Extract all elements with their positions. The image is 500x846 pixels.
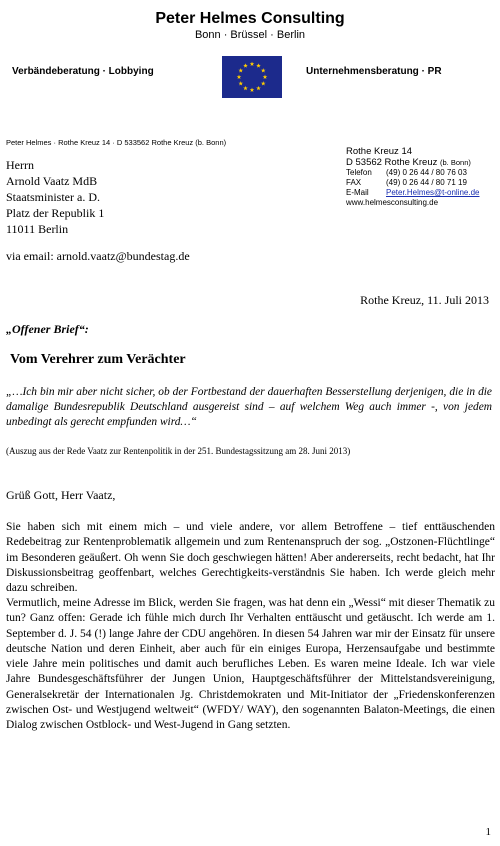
greeting: Grüß Gott, Herr Vaatz, bbox=[6, 488, 116, 502]
contact-city: D 53562 Rothe Kreuz bbox=[346, 157, 438, 168]
fax-label: FAX bbox=[346, 178, 362, 187]
tagline-right: Unternehmensberatung · PR bbox=[306, 66, 442, 77]
contact-city-line bbox=[346, 157, 480, 168]
contact-email-line bbox=[346, 188, 480, 198]
fax-value: (49) 0 26 44 / 80 71 19 bbox=[386, 178, 467, 187]
letter-title: Vom Verehrer zum Verächter bbox=[10, 352, 186, 367]
company-cities: Bonn · Brüssel · Berlin bbox=[194, 29, 306, 41]
contact-street: Rothe Kreuz 14 bbox=[346, 146, 413, 157]
page-number: 1 bbox=[485, 826, 491, 838]
recipient-street: Platz der Republik 1 bbox=[6, 206, 105, 220]
paragraph-2: Vermutlich, meine Adresse im Blick, werden Sie fragen, was hat denn ein „Wessi“ mit dieser Thematik zu tun? Ganz offen: Gerade ich fühle mich durch Ihr Verhalten enttäuscht und getäuscht. Ich werde am 1. September d. J. 54 (!) lange Jahre der CDU angehören. In diesen 54 Jahren war mir der Einsatz für unsere deutsche Nation und deren Einheit, aber auch für ein einiges Europa, Herzensaufgabe und bestimmte viele Jahre mein politisches und damit auch berufliches Leben. Es waren meine Ideale. Ich war viele Jahre Bundesgeschäftsführer der Jungen Union, Hauptgeschäftsführer der Mittelstandsvereinigung, Generalsekretär der Internationalen Jg. Christdemokraten und Mit-Initiator der „Friedenskonferenzen zwischen Ost- und Westjugend weltweit“ (WFDY/ WAY), den sogenannten Balaton-Meetings, die einen Dialog zwischen Ostblock- und West-Jugend in Gang setzten. bbox=[6, 597, 495, 732]
contact-fax-line bbox=[346, 178, 480, 188]
sender-address-line: Peter Helmes · Rothe Kreuz 14 · D 533562 Rothe Kreuz (b. Bonn) bbox=[6, 138, 227, 147]
letter-date: Rothe Kreuz, 11. Juli 2013 bbox=[360, 293, 489, 307]
quote-text: „…Ich bin mir aber nicht sicher, ob der Fortbestand der dauerhaften Besserstellung derjenigen, die in die damalige Bundesrepublik Deutschland ausgereist sind – auf welchem Weg auch immer -, von jedem unbedingt als gerecht empfunden wird…“ bbox=[6, 386, 492, 428]
recipient-title: Staatsminister a. D. bbox=[6, 190, 100, 204]
quote-source: (Auszug aus der Rede Vaatz zur Rentenpolitik in der 251. Bundestagssitzung am 28. Juni 2013) bbox=[6, 446, 351, 456]
recipient-city: 11011 Berlin bbox=[6, 222, 69, 236]
paragraph-1: Sie haben sich mit einem mich – und viele andere, vor allem Betroffene – tief enttäuschenden Redebeitrag zur Rentenproblematik allgemein und zum Rentenanspruch der sog. „Ostzonen-Flüchtlinge“ im Besonderen geäußert. Oh wenn Sie doch geschwiegen hätten! Aber andererseits, recht bedacht, hat Ihr Diskussionsbeitrag geoffenbart, welches Gerechtigkeits-verständnis Sie haben. Ich werde gleich mehr dazu schreiben. bbox=[6, 521, 495, 595]
eu-flag-icon bbox=[222, 56, 282, 98]
recipient-salutation: Herrn bbox=[6, 158, 34, 172]
phone-value: (49) 0 26 44 / 80 76 03 bbox=[386, 168, 467, 177]
contact-website[interactable]: www.helmesconsulting.de bbox=[346, 198, 439, 207]
tagline-left: Verbändeberatung · Lobbying bbox=[12, 66, 154, 77]
company-name: Peter Helmes Consulting bbox=[155, 10, 345, 27]
contact-phone-line bbox=[346, 168, 480, 178]
contact-city-note: (b. Bonn) bbox=[440, 158, 471, 167]
phone-label: Telefon bbox=[346, 168, 372, 177]
email-label: E-Mail bbox=[346, 188, 369, 197]
email-link[interactable]: Peter.Helmes@t-online.de bbox=[386, 188, 480, 197]
contact-block bbox=[346, 146, 480, 208]
recipient-name: Arnold Vaatz MdB bbox=[6, 174, 98, 188]
via-email: via email: arnold.vaatz@bundestag.de bbox=[6, 249, 190, 263]
recipient-address bbox=[6, 157, 104, 237]
open-letter-label: „Offener Brief“: bbox=[6, 322, 89, 336]
